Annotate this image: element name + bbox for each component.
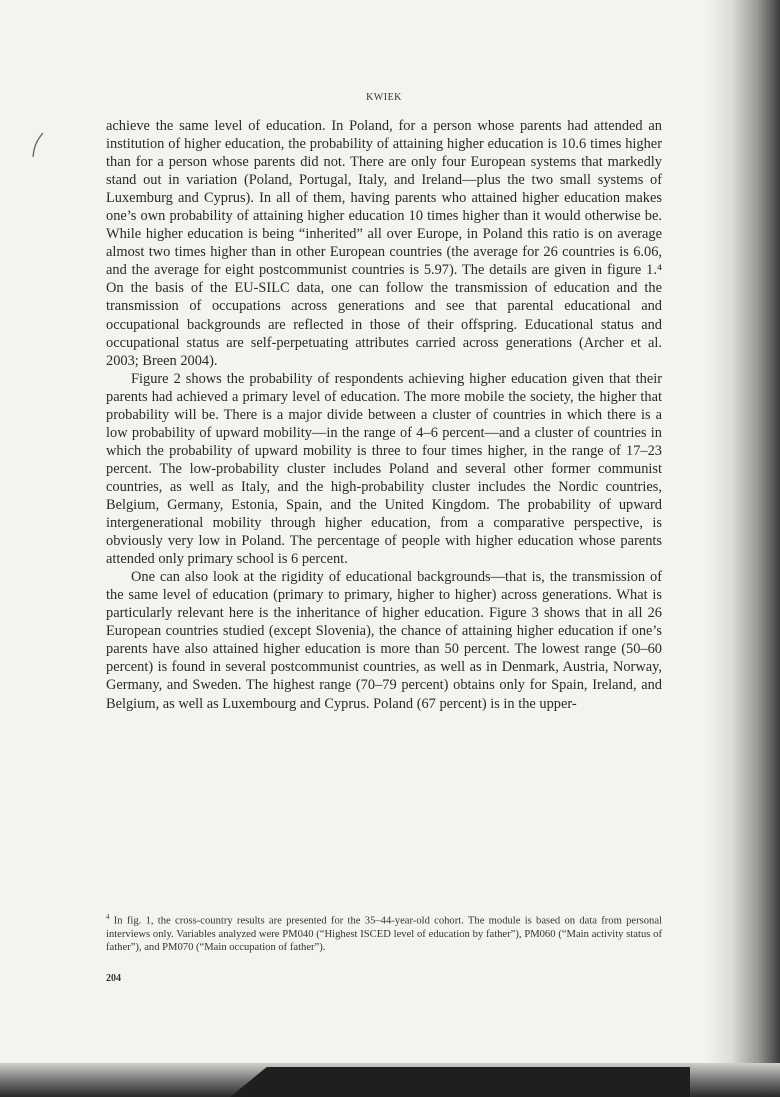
paragraph: achieve the same level of education. In Poland, for a person whose parents had attended an institution of higher education, the probability of attaining higher education is 10.6 times higher than for a person whose parents did not. There are only four European systems that markedly stand out in variation (Poland, Portugal, Italy, and Ireland—plus the two small systems of Luxemburg and Cyprus). In all of them, having parents who attained higher education makes one’s own probability of attaining higher education 10 times higher than it would otherwise be. While higher education is being “inherited” all over Europe, in Poland this ratio is on average almost two times higher than in other European countries (the average for 26 countries is 6.06, and the average for eight postcommunist countries is 5.97). The details are given in figure 1.⁴ On the basis of the EU-SILC data, one can follow the transmission of education and the transmission of occupations across generations and see that parental educational and occupational backgrounds are reflected in those of their offspring. Educational status and occupational status are self-perpetuating attributes carried across generations (Archer et al. 2003; Breen 2004). <box>106 118 662 369</box>
page-number: 204 <box>106 973 121 984</box>
footnote <box>106 911 662 954</box>
body-text <box>106 117 662 713</box>
margin-pencil-mark <box>30 132 48 158</box>
footnote-text: In fig. 1, the cross-country results are presented for the 35–44-year-old cohort. The module is based on data from personal interviews only. Variables analyzed were PM040 (“Highest ISCED level of education by father”), PM060 (“Main activity status of father”), and PM070 (“Main occupation of father”). <box>106 915 662 953</box>
footnote-marker: 4 <box>106 913 110 921</box>
scan-bottom-shadow <box>230 1067 690 1097</box>
paragraph: One can also look at the rigidity of educational backgrounds—that is, the transmission of the same level of education (primary to primary, higher to higher) across generations. What is particularly relevant here is the inheritance of higher education. Figure 3 shows that in all 26 European countries studied (except Slovenia), the chance of attaining higher education if one’s parents have also attained higher education is more than 50 percent. The lowest range (50–60 percent) is found in several postcommunist countries, as well as in Denmark, Austria, Norway, Germany, and Sweden. The highest range (70–79 percent) obtains only for Spain, Ireland, and Belgium, as well as Luxembourg and Cyprus. Poland (67 percent) is in the upper- <box>106 569 662 712</box>
running-head: KWIEK <box>366 92 402 103</box>
page-gutter-shadow <box>705 0 780 1097</box>
paragraph: Figure 2 shows the probability of respondents achieving higher education given that their parents had achieved a primary level of education. The more mobile the society, the higher that probability will be. There is a major divide between a cluster of countries in which there is a low probability of upward mobility—in the range of 4–6 percent—and a cluster of countries in which the probability of upward mobility is three to four times higher, in the range of 17–23 percent. The low-probability cluster includes Poland and several other former communist countries, as well as Italy, and the high-probability cluster includes the Nordic countries, Belgium, Germany, Estonia, Spain, and the United Kingdom. The probability of upward intergenerational mobility through higher education, from a comparative perspective, is obviously very low in Poland. The percentage of people with higher education whose parents attended only primary school is 6 percent. <box>106 370 662 568</box>
